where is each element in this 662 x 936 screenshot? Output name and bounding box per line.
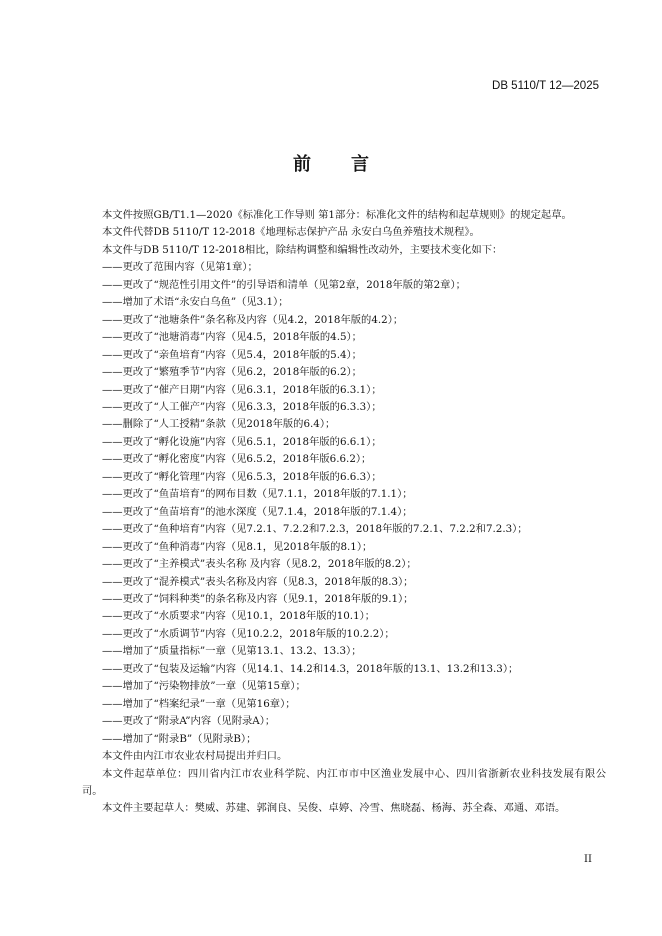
page-number: II [584, 854, 592, 865]
list-item: ——更改了“孵化密度”内容（见6.5.2，2018年版6.6.2）； [102, 453, 372, 466]
list-item: ——更改了“水质要求”内容（见10.1，2018年版的10.1）； [102, 610, 376, 623]
list-item: ——增加了“附录B”（见附录B）； [102, 732, 257, 745]
list-item: ——更改了范围内容（见第1章）； [102, 261, 258, 274]
list-item: ——更改了“饲料种类”的条名称及内容（见9.1，2018年版的9.1）； [102, 592, 414, 605]
closing-paragraph-drafters: 本文件主要起草人：樊威、苏建、郭润良、吴俊、卓婷、冷雪、焦晓磊、杨海、苏全森、邓通、邓语。 [102, 802, 566, 815]
foreword-body [82, 207, 606, 818]
list-item: ——增加了“污染物排放”一章（见第15章）； [102, 680, 306, 693]
page-title [0, 150, 662, 176]
closing-paragraph-proposer: 本文件由内江市农业农村局提出并归口。 [102, 750, 288, 763]
list-item: ——更改了“人工催产”内容（见6.3.3，2018年版的6.3.3）； [102, 400, 382, 413]
intro-paragraph-replaces: 本文件代替DB 5110/T 12-2018《地理标志保护产品 永安白乌鱼养殖技术规程》。 [102, 226, 480, 239]
list-item: ——增加了“档案纪录”一章（见第16章）； [102, 697, 296, 710]
list-item: ——更改了“池塘条件”条名称及内容（见4.2，2018年版的4.2）； [102, 313, 404, 326]
list-item: ——更改了“催产日期”内容（见6.3.1，2018年版的6.3.1）； [102, 383, 382, 396]
list-item: ——增加了“质量指标”一章（见第13.1、13.2、13.3）； [102, 645, 362, 658]
list-item: ——更改了“鱼苗培育”的池水深度（见7.1.4，2018年版的7.1.4）； [102, 505, 413, 518]
list-item: ——更改了“池塘消毒”内容（见4.5，2018年版的4.5）； [102, 331, 362, 344]
list-item: ——更改了“包装及运输”内容（见14.1、14.2和14.3，2018年版的13.1、13.2和13.3）； [102, 662, 519, 675]
intro-paragraph-changes-lead: 本文件与DB 5110/T 12-2018相比，除结构调整和编辑性改动外，主要技术变化如下： [102, 243, 503, 256]
list-item: ——更改了“鱼苗培育”的网布目数（见7.1.1，2018年版的7.1.1）； [102, 488, 413, 501]
list-item: ——更改了“混养模式”表头名称及内容（见8.3，2018年版的8.3）； [102, 575, 414, 588]
list-item: ——更改了“亲鱼培育”内容（见5.4，2018年版的5.4）； [102, 348, 362, 361]
intro-paragraph-standard-basis: 本文件按照GB/T1.1—2020《标准化工作导则 第1部分：标准化文件的结构和起草规则》的规定起草。 [102, 209, 572, 221]
list-item: ——更改了“繁殖季节”内容（见6.2，2018年版的6.2）； [102, 366, 362, 379]
list-item: ——增加了术语“永安白乌鱼”（见3.1）； [102, 296, 289, 309]
list-item: ——更改了“附录A”内容（见附录A）； [102, 715, 276, 728]
title-char-2: 言 [351, 154, 369, 175]
title-char-1: 前 [293, 154, 311, 175]
list-item: ——删除了“人工授精”条款（见2018年版的6.4）； [102, 418, 336, 431]
list-item: ——更改了“鱼种消毒”内容（见8.1，见2018年版的8.1）； [102, 540, 373, 553]
document-code: DB 5110/T 12—2025 [492, 80, 599, 92]
list-item: ——更改了“鱼种培育”内容（见7.2.1、7.2.2和7.2.3，2018年版的7.2.1、7.2.2和7.2.3）； [102, 523, 528, 536]
list-item: ——更改了“水质调节”内容（见10.2.2，2018年版的10.2.2）； [102, 627, 395, 640]
list-item: ——更改了“孵化管理”内容（见6.5.3，2018年版的6.6.3）； [102, 470, 382, 483]
list-item: ——更改了“主养模式”表头名称 及内容（见8.2，2018年版的8.2）； [102, 558, 417, 571]
closing-paragraph-drafting-units: 本文件起草单位：四川省内江市农业科学院、内江市市中区渔业发展中心、四川省浙新农业科技发展有限公司。 [82, 767, 606, 797]
technical-changes-list [82, 259, 606, 748]
list-item: ——更改了“孵化设施”内容（见6.5.1，2018年版的6.6.1）； [102, 435, 382, 448]
list-item: ——更改了“规范性引用文件”的引导语和清单（见第2章，2018年版的第2章）； [102, 278, 466, 291]
